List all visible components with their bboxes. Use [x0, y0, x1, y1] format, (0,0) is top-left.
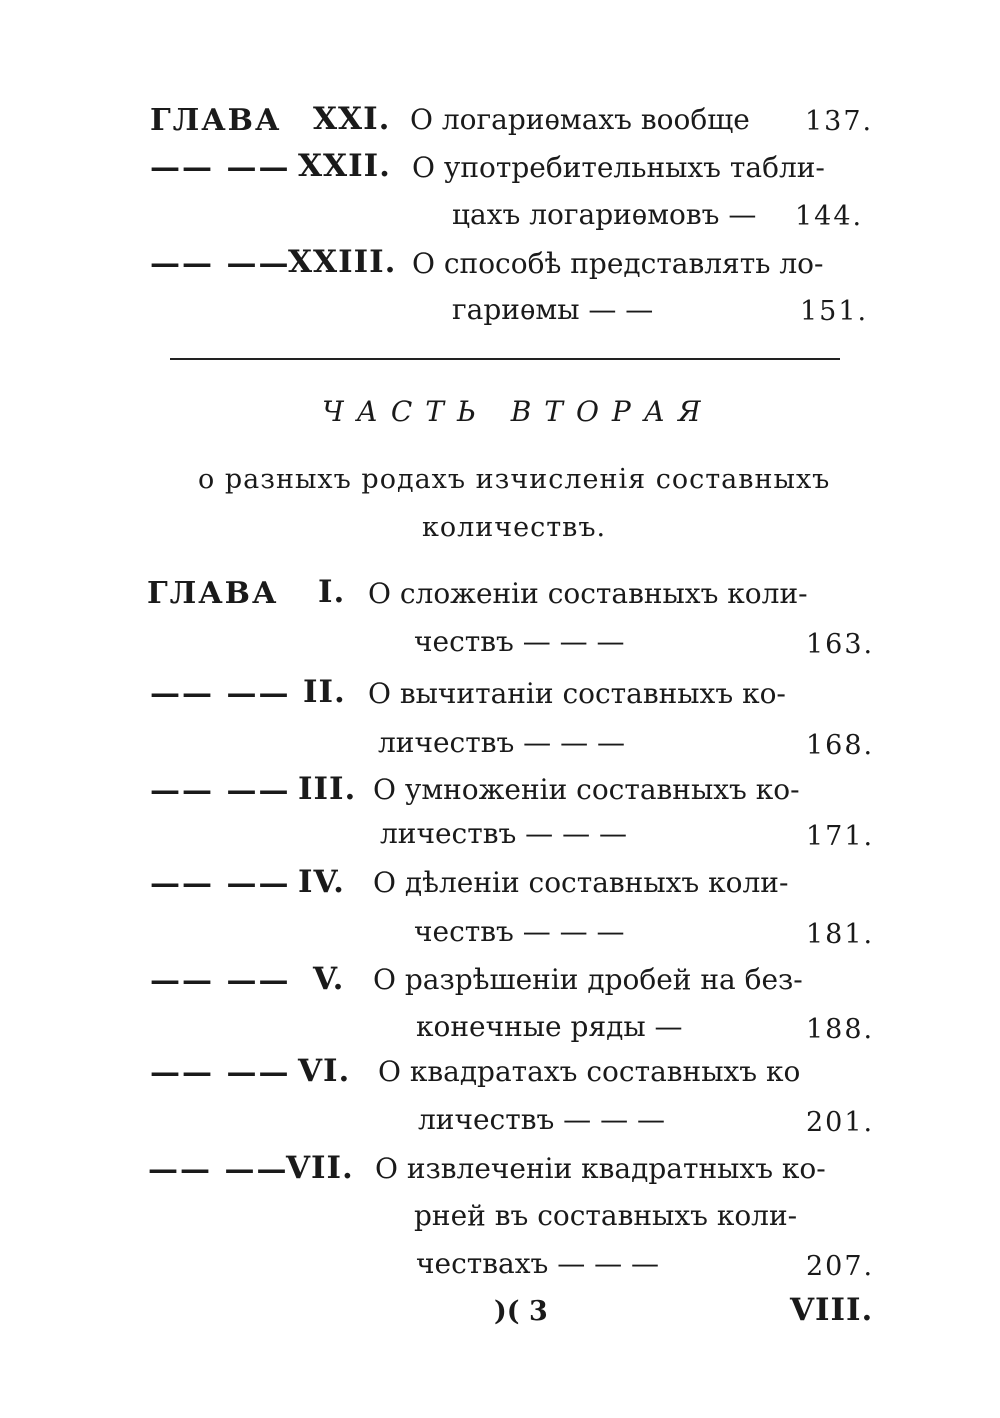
ditto-dashes: —— ——	[150, 1055, 291, 1090]
page-number: 207.	[806, 1251, 875, 1282]
chapter-title-cont: чествъ — — —	[414, 915, 625, 948]
page-number: 137.	[805, 106, 874, 137]
chapter-numeral: VII.	[286, 1150, 354, 1186]
chapter-numeral: XXIII.	[288, 244, 397, 280]
chapter-title-cont: личествъ — — —	[378, 726, 625, 759]
chapter-numeral: XXI.	[313, 101, 391, 137]
chapter-numeral: VI.	[298, 1053, 351, 1089]
chapter-title-cont: чествахъ — — —	[416, 1247, 660, 1280]
catchword: VIII.	[790, 1292, 874, 1328]
ditto-dashes: —— ——	[148, 1152, 289, 1187]
chapter-title: О разрѣшеніи дробей на без-	[373, 963, 803, 996]
chapter-title: О способѣ представлять ло-	[412, 247, 824, 280]
chapter-title-cont: рней въ составныхъ коли-	[414, 1199, 798, 1232]
chapter-title-cont: личествъ — — —	[380, 817, 627, 850]
chapter-title: О умноженіи составныхъ ко-	[373, 773, 800, 806]
chapter-title-cont: гариѳмы — —	[452, 293, 654, 326]
page-number: 151.	[800, 296, 869, 327]
signature-mark: )( 3	[494, 1296, 548, 1327]
chapter-title: О вычитаніи составныхъ ко-	[368, 677, 786, 710]
chapter-title: О логариѳмахъ вообще	[410, 103, 750, 136]
chapter-title: О дѣленіи составныхъ коли-	[373, 866, 789, 899]
page-number: 188.	[806, 1014, 875, 1045]
page-number: 171.	[806, 821, 875, 852]
chapter-title-cont: личествъ — — —	[418, 1103, 665, 1136]
ditto-dashes: —— ——	[150, 773, 291, 808]
ditto-dashes: —— ——	[150, 246, 291, 281]
chapter-title: О извлеченіи квадратныхъ ко-	[375, 1152, 826, 1185]
chapter-title-cont: цахъ логариѳмовъ —	[452, 198, 757, 231]
part-subtitle-cont: количествъ.	[422, 512, 607, 543]
chapter-numeral: II.	[303, 674, 346, 710]
chapter-numeral: III.	[298, 771, 357, 807]
page-number: 181.	[806, 919, 875, 950]
ditto-dashes: —— ——	[150, 866, 291, 901]
chapter-numeral: V.	[313, 961, 345, 997]
chapter-title: О употребительныхъ табли-	[412, 151, 825, 184]
ditto-dashes: —— ——	[150, 676, 291, 711]
chapter-numeral: XXII.	[298, 148, 391, 184]
page-number: 163.	[806, 629, 875, 660]
chapter-title-cont: конечные ряды —	[416, 1010, 683, 1043]
ditto-dashes: —— ——	[150, 963, 291, 998]
chapter-label: ГЛАВА	[147, 576, 279, 611]
page-number: 168.	[806, 730, 875, 761]
chapter-numeral: IV.	[298, 864, 345, 900]
chapter-numeral: I.	[318, 574, 346, 610]
chapter-title-cont: чествъ — — —	[414, 625, 625, 658]
chapter-title: О сложеніи составныхъ коли-	[368, 577, 808, 610]
page-number: 144.	[795, 201, 864, 232]
chapter-label: ГЛАВА	[150, 103, 282, 138]
part-title: ЧАСТЬ ВТОРАЯ	[322, 395, 714, 428]
part-subtitle: о разныхъ родахъ изчисленія составныхъ	[198, 464, 831, 495]
section-rule	[170, 358, 840, 360]
ditto-dashes: —— ——	[150, 150, 291, 185]
chapter-title: О квадратахъ составныхъ ко	[378, 1055, 801, 1088]
page-number: 201.	[806, 1107, 875, 1138]
